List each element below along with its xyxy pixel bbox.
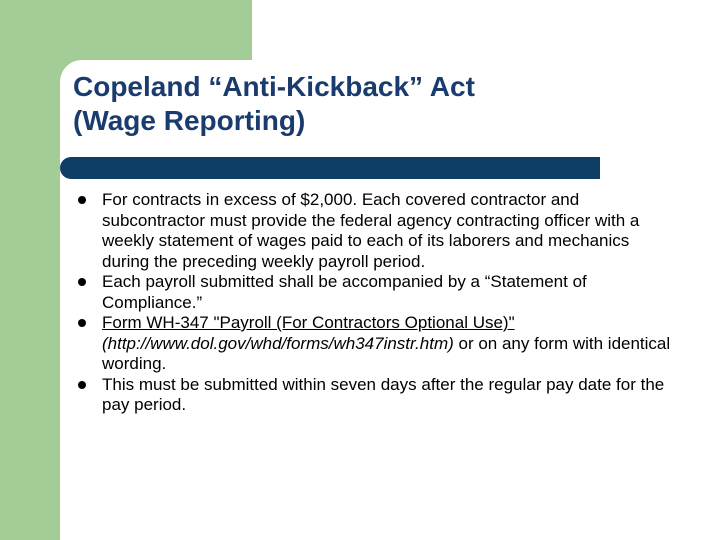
bullet-dot-icon <box>78 196 86 204</box>
bullet-item-contracts <box>78 190 678 272</box>
bullet-dot-icon <box>78 381 86 389</box>
bullet-item-form <box>78 313 678 375</box>
slide-title-line-1: Copeland “Anti-Kickback” Act <box>73 71 475 102</box>
slide-title-line-2: (Wage Reporting) <box>73 105 306 136</box>
bullet-text-tail: or on any form with identical wording. <box>102 333 671 373</box>
bullet-dot-icon <box>78 319 86 327</box>
form-wh347-link[interactable]: Form WH-347 "Payroll (For Contractors Optional Use)" <box>102 313 515 332</box>
bullet-text: For contracts in excess of $2,000. Each covered contractor and subcontractor must provide the federal agency contracting officer with a weekly statement of wages paid to each of its laborers and mechanics during the preceding weekly payroll period. <box>102 190 640 271</box>
bullet-dot-icon <box>78 278 86 286</box>
bullet-text: Each payroll submitted shall be accompanied by a “Statement of Compliance.” <box>102 272 587 312</box>
title-divider-bar <box>60 157 600 179</box>
bullet-list <box>78 190 678 416</box>
bullet-item-statement <box>78 272 678 313</box>
bullet-text: This must be submitted within seven days after the regular pay date for the pay period. <box>102 374 665 414</box>
form-url-text: (http://www.dol.gov/whd/forms/wh347instr.htm) <box>102 333 454 353</box>
slide-title <box>73 70 673 138</box>
bullet-item-deadline <box>78 375 678 416</box>
